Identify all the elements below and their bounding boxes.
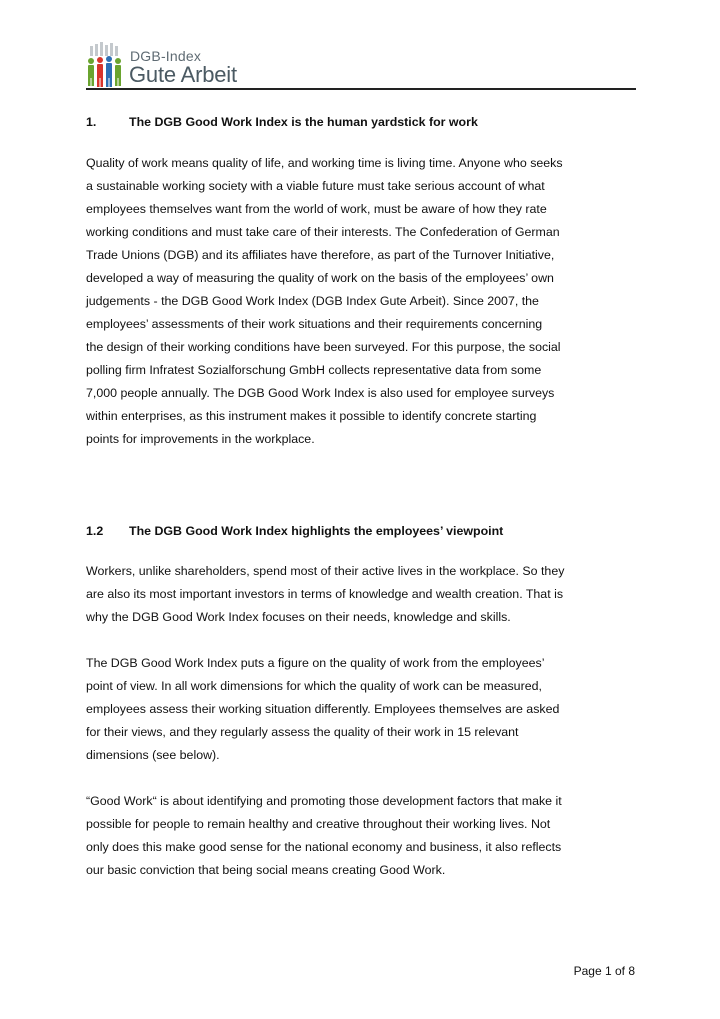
text-line: dimensions (see below). [86, 748, 220, 762]
section-1-number: 1. [86, 115, 97, 129]
text-line: points for improvements in the workplace. [86, 432, 315, 446]
section-1-heading [86, 114, 478, 130]
section-2-heading [86, 523, 503, 539]
page-number: Page 1 of 8 [573, 964, 635, 978]
text-line: possible for people to remain healthy and creative throughout their working lives. Not [86, 817, 551, 831]
logo-text-line1: DGB-Index [130, 48, 202, 64]
text-line: employees themselves want from the world of work, must be aware of how they rate [86, 202, 547, 216]
section-2-title: The DGB Good Work Index highlights the employees’ viewpoint [129, 524, 504, 538]
text-line: for their views, and they regularly assess the quality of their work in 15 relevant [86, 725, 519, 739]
text-line: are also its most important investors in terms of knowledge and wealth creation. That is [86, 587, 564, 601]
text-line: Trade Unions (DGB) and its affiliates have therefore, as part of the Turnover Initiative, [86, 248, 555, 262]
section-1-paragraph [86, 152, 626, 451]
section-2-number: 1.2 [86, 524, 104, 538]
text-line: our basic conviction that being social means creating Good Work. [86, 863, 446, 877]
text-line: working conditions and must take care of their interests. The Confederation of German [86, 225, 560, 239]
section-2-paragraph-2 [86, 652, 626, 767]
dgb-index-logo [86, 42, 256, 90]
text-line: polling firm Infratest Sozialforschung GmbH collects representative data from some [86, 363, 542, 377]
text-line: 7,000 people annually. The DGB Good Work Index is also used for employee surveys [86, 386, 555, 400]
section-1-title: The DGB Good Work Index is the human yardstick for work [129, 115, 478, 129]
text-line: employees’ assessments of their work situations and their requirements concerning [86, 317, 543, 331]
people-figures-icon [86, 42, 126, 88]
text-line: judgements - the DGB Good Work Index (DGB Index Gute Arbeit). Since 2007, the [86, 294, 539, 308]
text-line: “Good Work“ is about identifying and promoting those development factors that make it [86, 794, 562, 808]
text-line: only does this make good sense for the national economy and business, it also reflects [86, 840, 562, 854]
section-2-paragraph-3 [86, 790, 626, 882]
text-line: employees assess their working situation differently. Employees themselves are asked [86, 702, 560, 716]
header-divider [86, 88, 636, 90]
text-line: why the DGB Good Work Index focuses on their needs, knowledge and skills. [86, 610, 511, 624]
text-line: the design of their working conditions have been surveyed. For this purpose, the social [86, 340, 561, 354]
text-line: The DGB Good Work Index puts a figure on the quality of work from the employees’ [86, 656, 545, 670]
section-2-paragraph-1 [86, 560, 626, 629]
text-line: Quality of work means quality of life, and working time is living time. Anyone who seeks [86, 156, 563, 170]
text-line: Workers, unlike shareholders, spend most of their active lives in the workplace. So they [86, 564, 565, 578]
text-line: within enterprises, as this instrument makes it possible to identify concrete starting [86, 409, 537, 423]
text-line: developed a way of measuring the quality of work on the basis of the employees’ own [86, 271, 554, 285]
logo-text-line2: Gute Arbeit [129, 62, 237, 87]
text-line: a sustainable working society with a viable future must take serious account of what [86, 179, 545, 193]
text-line: point of view. In all work dimensions for which the quality of work can be measured, [86, 679, 542, 693]
